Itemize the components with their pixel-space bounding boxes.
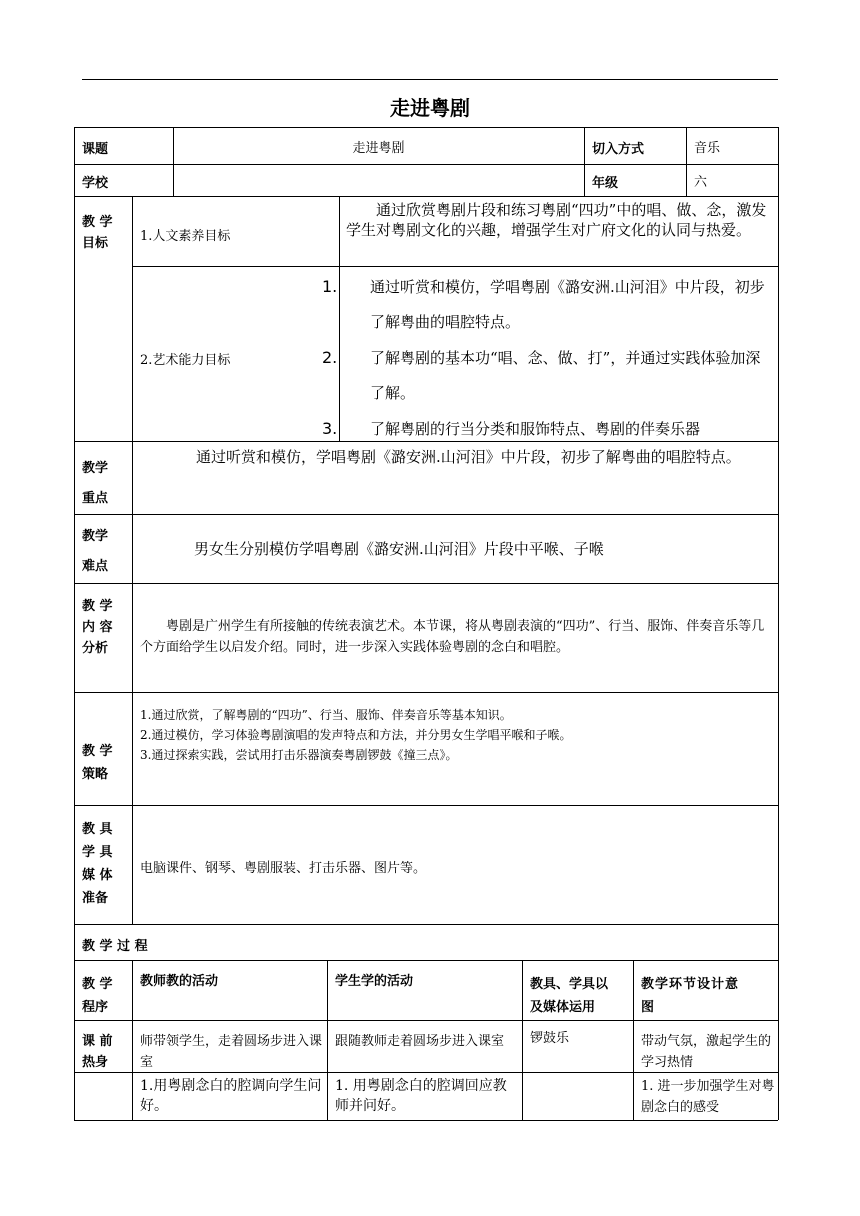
difficulties-text: 男女生分别模仿学唱粤剧《潞安洲.山河泪》片段中平喉、子喉 [194,540,604,558]
process-col-teacher: 教师教的活动 [140,974,219,989]
process-col-intent: 教学环节设计意 图 [641,977,740,1015]
process-col-stage: 教 学 程序 [82,977,113,1015]
grade-label: 年级 [592,176,619,191]
strategy-item: 1.通过欣赏，了解粤剧的“四功”、行当、服饰、伴奏音乐等基本知识。 [140,708,512,722]
art-goal-item: 2. 了解粤剧的基本功“唱、念、做、打”，并通过实践体验加深了解。 [322,348,761,402]
entry-label: 切入方式 [592,142,645,157]
strategy-item: 2.通过模仿，学习体验粤剧演唱的发声特点和方法，并分男女生学唱平喉和子喉。 [140,728,572,742]
topic-value: 走进粤剧 [352,141,405,156]
content-analysis-text: 粤剧是广州学生有所接触的传统表演艺术。本节课，将从粤剧表演的“四功”、行当、服饰、伴奏音乐等几个方面给学生以启发介绍。同时，进一步深入实践体验粤剧的念白和唱腔。 [140,619,765,655]
process-row-stage: 课 前 热身 [82,1034,113,1070]
goals-label: 教 学 目标 [82,215,113,251]
media-text: 电脑课件、钢琴、粤剧服装、打击乐器、图片等。 [140,861,427,876]
process-row-intent: 1. 进一步加强学生对粤剧念白的感受 [641,1079,775,1115]
art-goal-list [322,269,774,447]
art-goal-item: 1. 通过听赏和模仿，学唱粤剧《潞安洲.山河泪》中片段，初步了解粤曲的唱腔特点。 [322,277,765,331]
art-goal-item: 3. 了解粤剧的行当分类和服饰特点、粤剧的伴奏乐器 [322,419,701,438]
content-analysis-label: 教 学 内 容 分析 [82,599,113,656]
process-row-teacher: 师带领学生，走着圆场步进入课室 [140,1034,323,1070]
process-row-student: 跟随教师走着圆场步进入课室 [335,1034,505,1049]
humanity-goal-text: 通过欣赏粤剧片段和练习粤剧“四功”中的唱、做、念，激发学生对粤剧文化的兴趣，增强学生对广府文化的认同与热爱。 [346,201,767,239]
process-col-media: 教具、学具以 及媒体运用 [530,977,609,1015]
key-points-label: 教学 重点 [82,461,109,506]
process-heading: 教 学 过 程 [82,939,148,954]
process-row-media: 锣鼓乐 [530,1031,570,1046]
process-row-teacher: 1.用粤剧念白的腔调向学生问好。 [140,1078,322,1114]
process-row-student: 1. 用粤剧念白的腔调回应教师并问好。 [335,1078,507,1114]
art-goal-label: 2.艺术能力目标 [140,353,231,368]
strategy-item: 3.通过探索实践，尝试用打击乐器演奏粤剧锣鼓《撞三点》。 [140,748,458,762]
topic-label: 课题 [82,142,109,157]
school-label: 学校 [82,176,109,191]
strategy-list [140,705,571,765]
grade-value: 六 [694,175,708,190]
process-col-student: 学生学的活动 [335,974,414,989]
process-row-intent: 带动气氛，激起学生的学习热情 [641,1034,772,1070]
strategy-label: 教 学 策略 [82,744,113,782]
difficulties-label: 教学 难点 [82,529,109,574]
entry-value: 音乐 [694,141,721,156]
media-label: 教 具 学 具 媒 体 准备 [82,822,113,906]
humanity-goal-label: 1.人文素养目标 [140,229,231,244]
page-title: 走进粤剧 [390,96,470,120]
key-points-text: 通过听赏和模仿，学唱粤剧《潞安洲.山河泪》中片段，初步了解粤曲的唱腔特点。 [166,448,741,466]
